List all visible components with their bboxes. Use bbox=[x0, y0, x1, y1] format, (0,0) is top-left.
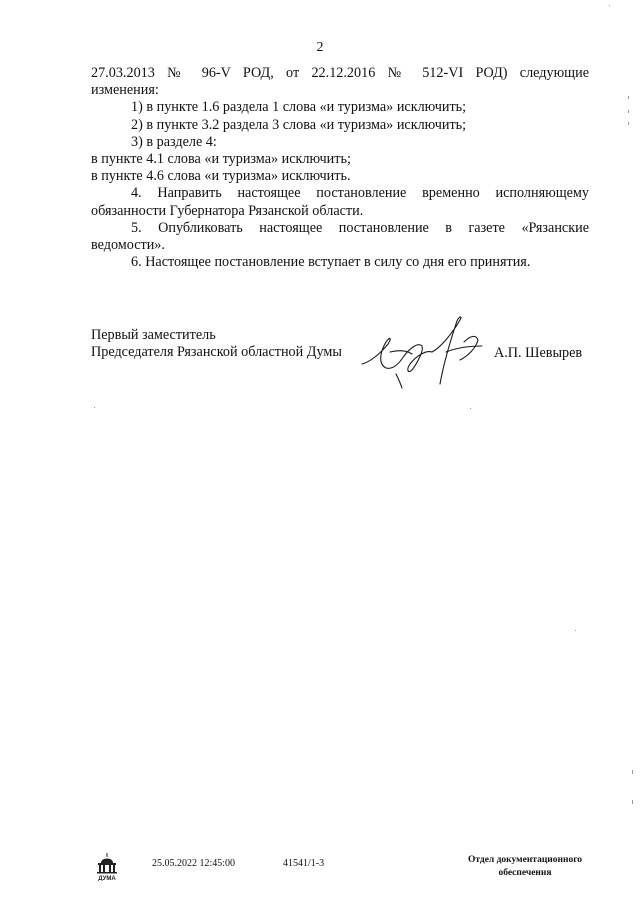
scan-speck bbox=[628, 110, 629, 113]
signatory-title bbox=[91, 327, 342, 361]
signatory-name: А.П. Шевырев bbox=[494, 345, 583, 361]
handwritten-signature bbox=[360, 312, 495, 392]
paragraph-line: обязанности Губернатора Рязанской области. bbox=[91, 202, 364, 219]
paragraph-line: 4. Направить настоящее постановление временно исполняющему bbox=[131, 185, 589, 202]
stamp-line: Отдел документационного bbox=[467, 855, 583, 865]
list-item: 1) в пункте 1.6 раздела 1 слова «и туризма» исключить; bbox=[131, 99, 467, 116]
scan-speck bbox=[632, 800, 633, 804]
scan-speck bbox=[94, 407, 95, 408]
department-stamp bbox=[445, 854, 605, 880]
logo-text: ДУМА bbox=[98, 876, 116, 881]
signatory-title-line: Первый заместитель bbox=[91, 327, 216, 343]
signatory-title-line: Председателя Рязанской областной Думы bbox=[91, 344, 342, 361]
scan-speck bbox=[609, 5, 610, 6]
stamp-line: обеспечения bbox=[498, 868, 552, 878]
list-item: 2) в пункте 3.2 раздела 3 слова «и туризма» исключить; bbox=[131, 116, 467, 133]
footer-datetime: 25.05.2022 12:45:00 bbox=[152, 858, 236, 869]
sub-list-item: в пункте 4.1 слова «и туризма» исключить; bbox=[91, 151, 351, 168]
scan-speck bbox=[628, 96, 629, 99]
paragraph-line: ведомости». bbox=[91, 237, 165, 254]
scan-speck bbox=[575, 630, 576, 631]
paragraph-line: 5. Опубликовать настоящее постановление в газете «Рязанские bbox=[131, 219, 589, 236]
scan-speck bbox=[628, 122, 629, 125]
footer-doc-number: 41541/1-3 bbox=[283, 858, 325, 869]
paragraph-line: 6. Настоящее постановление вступает в силу со дня его принятия. bbox=[131, 254, 531, 271]
duma-logo-icon bbox=[95, 851, 119, 881]
sub-list-item: в пункте 4.6 слова «и туризма» исключить. bbox=[91, 168, 351, 185]
paragraph-line: 27.03.2013 № 96-V РОД, от 22.12.2016 № 512-VI РОД) следующие bbox=[91, 65, 589, 81]
list-item: 3) в разделе 4: bbox=[131, 133, 217, 150]
document-body bbox=[91, 65, 589, 271]
scan-speck bbox=[632, 770, 633, 774]
paragraph-line: изменения: bbox=[91, 82, 159, 99]
page-number: 2 bbox=[316, 40, 324, 55]
scan-speck bbox=[470, 408, 471, 409]
